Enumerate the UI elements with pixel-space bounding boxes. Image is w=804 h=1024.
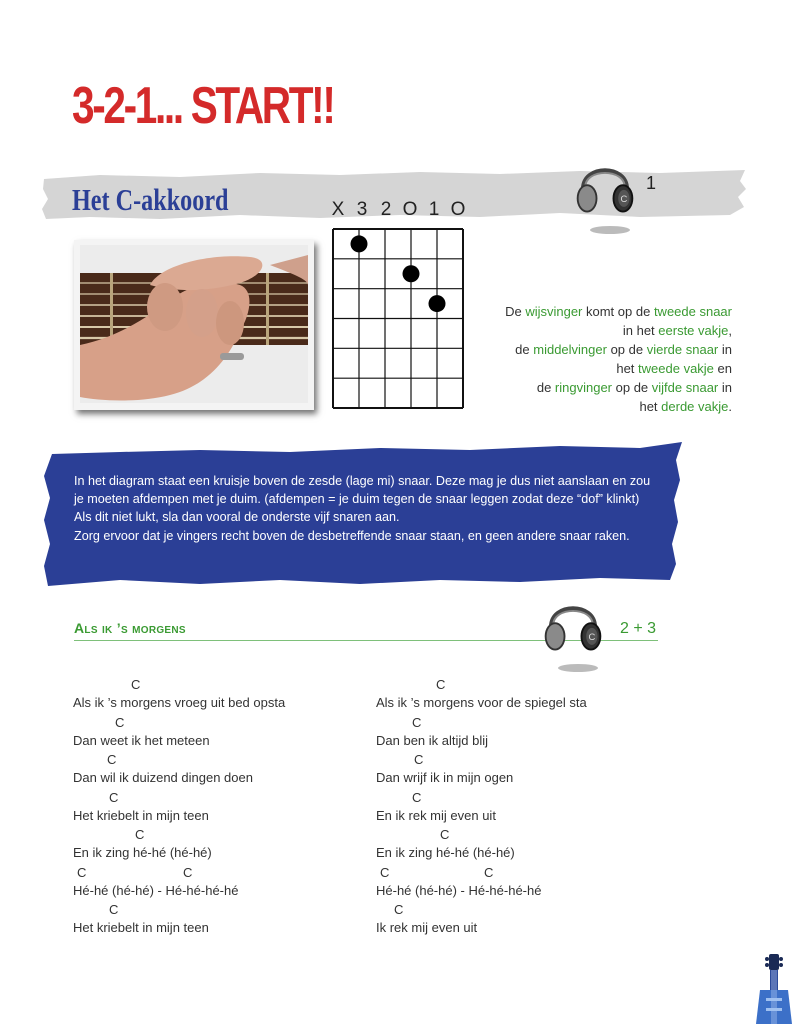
lyric-line: Hé-hé (hé-hé) - Hé-hé-hé-hé: [376, 882, 542, 898]
text-highlight: wijsvinger: [525, 304, 583, 319]
chord-symbol: C: [414, 752, 424, 767]
chord-row: [73, 751, 363, 769]
chord-symbol: C: [131, 677, 141, 692]
text: .: [728, 399, 732, 415]
chord-row: [73, 676, 363, 694]
string-marker: 2: [380, 199, 392, 220]
lyric-line: Hé-hé (hé-hé) - Hé-hé-hé-hé: [73, 882, 239, 898]
chord-symbol: C: [135, 827, 145, 842]
chord-row: [73, 714, 363, 732]
headphones-shadow: [556, 662, 600, 674]
chord-symbol: C: [436, 677, 446, 692]
lyric-line: Dan wil ik duizend dingen doen: [73, 770, 253, 785]
chord-row: [376, 751, 666, 769]
text: De: [505, 304, 526, 319]
chord-row: [376, 901, 666, 919]
string-markers: [326, 199, 470, 221]
lyric-line: Als ik ’s morgens vroeg uit bed opsta: [73, 695, 286, 710]
lyric-line: En ik zing hé-hé (hé-hé): [376, 845, 515, 860]
text-highlight: ringvinger: [554, 380, 613, 396]
chord-symbol: C: [109, 789, 119, 805]
chord-row: [73, 901, 363, 919]
track-number: 1: [646, 173, 657, 193]
finger-dot: [351, 235, 368, 252]
text-highlight: derde vakje: [661, 399, 729, 415]
text: op de: [606, 342, 647, 358]
lyric-line: Ik rek mij even uit: [376, 920, 478, 935]
hand-on-fretboard-photo: [80, 245, 308, 403]
string-marker: 1: [428, 199, 440, 220]
text: op de: [612, 380, 652, 396]
svg-text:C: C: [588, 631, 596, 643]
chord-symbol: C: [107, 752, 117, 767]
chord-symbol: C: [412, 789, 422, 805]
lyric-line: En ik rek mij even uit: [376, 807, 496, 823]
lyrics-column-left: [73, 676, 363, 939]
note-paragraph: In het diagram staat een kruisje boven de zesde (lage mi) snaar. Deze mag je dus niet aanslaan en zou je moeten afdempen met je duim. (afdempen = je duim tegen de snaar leggen zodat deze “dof” klinkt) Als dit niet lukt, sla dan vooral de onderste vijf snaren aan.: [74, 474, 651, 525]
text-highlight: vijfde snaar: [651, 380, 719, 396]
text: komt op de: [582, 304, 654, 319]
headphones-shadow: [588, 224, 632, 236]
chord-symbol: C: [77, 864, 87, 880]
lyric-line: Dan ben ik altijd blij: [376, 732, 489, 748]
text-highlight: vierde snaar: [646, 342, 719, 358]
lyric-line: Dan wrijf ik in mijn ogen: [376, 770, 514, 785]
chord-symbol: C: [484, 864, 494, 880]
string-marker: O: [402, 199, 418, 220]
finger-dot: [403, 265, 420, 282]
chord-symbol: C: [394, 902, 404, 917]
chord-row: [376, 789, 666, 807]
text: in: [718, 380, 732, 396]
lyric-line: Dan weet ik het meteen: [73, 732, 210, 748]
note-paragraph: Zorg ervoor dat je vingers recht boven de desbetreffende snaar staan, en geen andere snaar raken.: [74, 528, 630, 543]
chord-symbol: C: [412, 714, 422, 730]
headphones-icon: [542, 593, 604, 659]
text: het: [639, 399, 662, 415]
text: in het: [622, 323, 659, 339]
text-highlight: tweede snaar: [653, 304, 732, 319]
lyrics-column-right: [376, 676, 666, 939]
text-highlight: tweede vakje: [638, 361, 714, 377]
lyric-line: Het kriebelt in mijn teen: [73, 920, 209, 935]
song-title: Als ik ’s morgens: [74, 620, 186, 636]
text: en: [713, 361, 732, 377]
section-title: Het C-akkoord: [72, 182, 229, 217]
string-marker: O: [450, 199, 466, 220]
text: het: [616, 361, 639, 377]
chord-symbol: C: [380, 864, 390, 880]
text: in: [718, 342, 732, 358]
text-highlight: eerste vakje: [658, 323, 729, 339]
chord-row: [376, 714, 666, 732]
finger-instructions: [440, 302, 732, 417]
chord-row: [73, 864, 363, 882]
lyric-line: En ik zing hé-hé (hé-hé): [73, 845, 212, 860]
string-marker: X: [331, 199, 345, 220]
lyric-line: Als ik ’s morgens voor de spiegel sta: [376, 695, 587, 710]
lyric-line: Het kriebelt in mijn teen: [73, 807, 209, 823]
text: de: [536, 380, 555, 396]
chord-row: [376, 676, 666, 694]
chord-symbol: C: [440, 827, 450, 842]
chord-row: [376, 826, 666, 844]
chord-row: [73, 789, 363, 807]
note-box: [74, 472, 659, 545]
chord-symbol: C: [109, 902, 119, 917]
guitar-icon: [756, 954, 792, 1024]
chord-symbol: C: [115, 714, 125, 730]
svg-text:C: C: [620, 193, 628, 205]
page-title: 3-2-1... START!!: [72, 77, 334, 135]
headphones-icon: [574, 155, 636, 221]
text: ,: [728, 323, 732, 339]
chord-row: [376, 864, 666, 882]
string-marker: 3: [356, 199, 368, 220]
text: de: [515, 342, 534, 358]
chord-row: [73, 826, 363, 844]
track-number: 2 + 3: [620, 620, 657, 637]
chord-symbol: C: [183, 864, 193, 880]
text-highlight: middelvinger: [533, 342, 607, 358]
